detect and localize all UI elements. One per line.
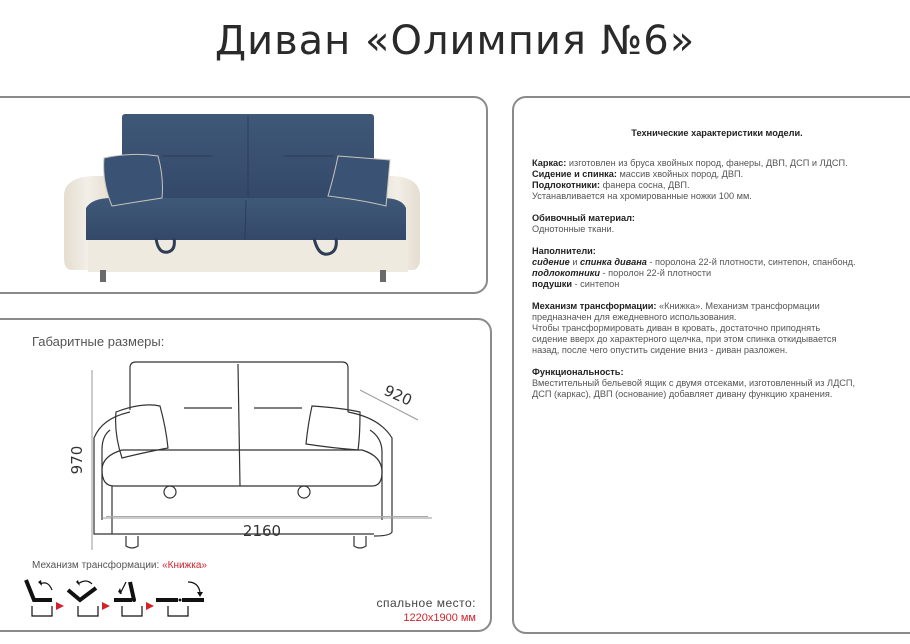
mechanism-text-2: предназначен для ежедневного использования. <box>532 312 737 322</box>
sleeping-place-label: спальное место: <box>376 596 476 610</box>
depth-dimension: 920 <box>381 381 415 410</box>
sleeping-place <box>376 596 476 626</box>
mechanism-label <box>32 560 207 571</box>
arrow-right-icon <box>102 602 110 610</box>
step-2-icon <box>68 580 98 616</box>
mechanism-text-3: Чтобы трансформировать диван в кровать, достаточно приподнять <box>532 323 821 333</box>
upholstery-text: Однотонные ткани. <box>532 224 615 234</box>
seat-label: Сидение и спинка: <box>532 169 617 179</box>
functionality-text-2: ДСП (каркас), ДВП (основание) добавляет дивану функцию хранения. <box>532 389 833 399</box>
specs-heading: Технические характеристики модели. <box>631 128 803 138</box>
dimensions-panel <box>0 318 492 632</box>
photo-panel <box>0 96 488 294</box>
filler-seat: сидение <box>532 257 570 267</box>
page-title: Диван «Олимпия №6» <box>214 18 696 64</box>
fillers-section <box>532 246 902 290</box>
mechanism-text-5: назад, после чего опустить сидение вниз - диван разложен. <box>532 345 788 355</box>
arrow-right-icon <box>56 602 64 610</box>
mechanism-section <box>532 301 902 356</box>
sofa-photo <box>2 98 482 292</box>
step-1-icon <box>26 580 52 616</box>
upholstery-section <box>532 213 902 235</box>
filler-arms-text: - поролон 22-й плотности <box>599 268 712 278</box>
filler-pillows-text: - синтепон <box>572 279 620 289</box>
height-dimension: 970 <box>68 445 86 475</box>
karkas-label: Каркас: <box>532 158 567 168</box>
functionality-section <box>532 367 902 400</box>
karkas-text: изготовлен из бруса хвойных пород, фанеры, ДВП, ДСП и ЛДСП. <box>566 158 848 168</box>
filler-arms: подлокотники <box>532 268 600 278</box>
functionality-text-1: Вместительный бельевой ящик с двумя отсеками, изготовленный из ЛДСП, <box>532 378 856 388</box>
legs-text: Устанавливается на хромированные ножки 100 мм. <box>532 191 752 201</box>
mechanism-type: «Книжка» <box>162 560 207 571</box>
arms-text: фанера сосна, ДВП. <box>600 180 690 190</box>
mechanism-text-4: сидение вверх до характерного щелчка, при этом спинка откидывается <box>532 334 837 344</box>
filler-and: и <box>569 257 581 267</box>
filler-back: спинка дивана <box>580 257 647 267</box>
width-dimension: 2160 <box>242 522 282 540</box>
arms-label: Подлокотники: <box>532 180 601 190</box>
specs-content <box>532 128 902 411</box>
functionality-label: Функциональность: <box>532 367 624 377</box>
step-3-icon <box>114 582 142 616</box>
arrow-right-icon <box>146 602 154 610</box>
mechanism-steps <box>22 576 222 620</box>
fillers-label: Наполнители: <box>532 246 596 256</box>
mechanism-text-1: «Книжка». Механизм трансформации <box>656 301 820 311</box>
filler-seat-text: - поролона 22-й плотности, синтепон, спанбонд. <box>646 257 856 267</box>
specs-panel <box>512 96 910 634</box>
step-4-icon <box>156 582 204 616</box>
upholstery-label: Обивочный материал: <box>532 213 635 223</box>
sleeping-place-value: 1220x1900 мм <box>403 612 476 624</box>
seat-text: массив хвойных пород, ДВП. <box>616 169 744 179</box>
mechanism-spec-label: Механизм трансформации: <box>532 301 657 311</box>
frame-section <box>532 158 902 202</box>
filler-pillows: подушки <box>532 279 572 289</box>
mechanism-label-text: Механизм трансформации: <box>32 560 163 571</box>
width-dimension-line <box>106 516 428 517</box>
dimensions-label: Габаритные размеры: <box>32 334 165 349</box>
